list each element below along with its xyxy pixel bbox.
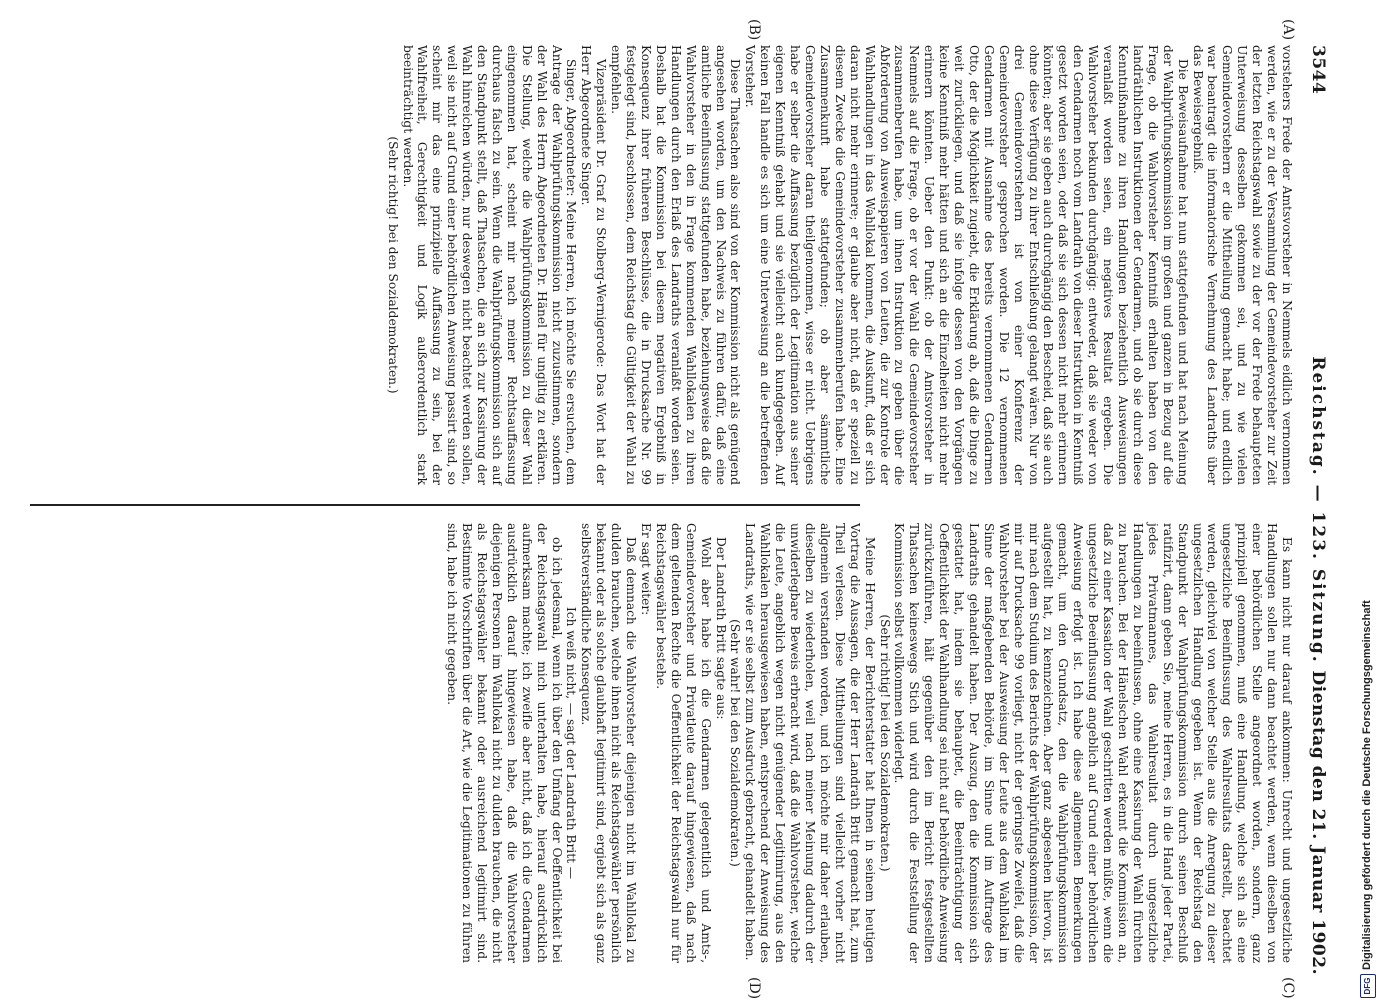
- paragraph: Er sagt weiter:: [639, 523, 654, 616]
- speaker-intro: Vizepräsident Dr. Graf zu Stolberg-Wernigerode: Das Wort hat der Herr Abgeordnete Singer.: [579, 45, 609, 485]
- paragraph: Die Beweisaufnahme hat nun stattgefunden und hat nach Meinung der Wahlprüfungskommission im großen und ganzen in Bezug auf die Frage, ob die Wahlvorsteher Kenntniß erhalten haben von den landräthlichen Instruktionen der Gendarmen, und ob sie durch diese Kenntnißnahme zu ihren Handlungen beziehentlich Ausweisungen veranlaßt worden seien, ein negatives Resultat ergeben. Die Wahlvorsteher bekunden durchgängig: entweder, daß sie weder von den Gendarmen noch vom Landrath von dieser Instruktion in Kenntniß gesetzt worden seien, oder daß sie sich dessen nicht mehr erinnern könnten; aber sie geben auch durchgängig den Bescheid, daß sie auch ohne diese Verfügung zu ihrer Entschließung gelangt wären. Nur von drei Gemeindevorstehern ist von einer Konferenz der Gemeindevorsteher gesprochen worden. Die 12 vernommenen Gendarmen mit Ausnahme des bereits vernommenen Gendarmen Otto, der die Möglichkeit zugiebt, die Erklärung ab, daß die Dinge zu weit zurückliegen, und daß sie infolge dessen von den Vorgängen keine Kenntniß mehr hätten und sich an die Einzelheiten nicht mehr erinnern könnten. Ueber den Punkt: ob der Amtsvorsteher in Nemmels auf die Frage, ob er vor der Wahl die Gemeindevorsteher zusammenberufen habe, um ihnen Instruktion zu geben über die Abforderung von Ausweispapieren von Leuten, die zur Kontrole der Wahlhandlungen in das Wahllokal kommen, die Auskunft, daß er sich daran nicht mehr erinnere; er glaube aber nicht, daß er speziell zu diesem Zwecke die Gemeindevorsteher zusammenberufen habe. Eine Zusammenkunft habe stattgefunden; ob aber sämmtliche Gemeindevorsteher daran theilgenommen, wisse er nicht. Uebrigens habe er selber die Auffassung bezüglich der Legitimation aus seiner eigenen Kenntniß gehabt und sie vielleicht auch kundgegeben. Auf keinen Fall handle es sich um eine Unterweisung an die betreffenden Vorsteher.: [743, 45, 1190, 485]
- margin-marker-c: (C): [1280, 977, 1296, 999]
- quotation: Daß demnach die Wahlvorsteher diejenigen nicht im Wahllokal zu dulden brauchen, welche ihnen nicht als Reichstagswähler persönlich bekannt oder als solche glaubhaft legitimirt sind, ergiebt sich als ganz selbstverständliche Konsequenz.: [579, 523, 639, 963]
- running-head: [1302, 45, 1330, 975]
- interjection: (Sehr richtig! bei den Sozialdemokraten.): [877, 614, 892, 872]
- right-column: [444, 523, 1294, 963]
- column-divider: [30, 504, 860, 506]
- quotation: Ich weiß nicht, — sagt der Landrath Britt —: [564, 606, 579, 880]
- left-column: [385, 45, 1294, 485]
- funding-sidebar: [1358, 0, 1380, 1000]
- page-number: 3544: [1308, 45, 1328, 95]
- paragraph: Diese Thatsachen also sind von der Kommission nicht als genügend angesehen worden, um den Nachweis zu führen dafür, daß eine amtliche Beeinflussung stattgefunden habe, beziehungsweise daß die Wahlvorsteher in den in Frage kommenden Wahllokalen zu ihren Handlungen durch den Erlaß des Landraths veranlaßt worden seien. Deshalb hat die Kommission bei diesem negativen Ergebniß in Konsequenz ihrer früheren Beschlüsse, die in Drucksache Nr. 99 festgelegt sind, beschlossen, dem Reichstag die Gültigkeit der Wahl zu empfehlen.: [609, 45, 743, 485]
- paragraph: Der Landrath Britt sagte aus:: [713, 537, 728, 720]
- paragraph: Meine Herren, der Berichterstatter hat Ihnen in seinem heutigen Vortrag die Aussagen, die der Herr Landrath Britt gemacht hat, zum Theil verlesen. Diese Mittheilungen sind vielleicht vorher nicht allgemein verstanden worden, und ich möchte mir daher erlauben, dieselben zu wiederholen, weil nach meiner Meinung dadurch der unwiderlegbare Beweis erbracht wird, daß die Wahlvorsteher, welche die Leute, angeblich wegen nicht genügender Legitimirung, aus den Wahllokalen herausgewiesen haben, entsprechend der Anweisung des Landraths, wie er sie selbst zum Ausdruck gebracht, gehandelt haben.: [743, 523, 877, 963]
- funding-notice: Digitalisierung gefördert durch die Deutsche Forschungsgemeinschaft: [1361, 600, 1373, 970]
- paragraph: vorstehers Frede der Amtsvorsteher in Nemmels eidlich vernommen werden, wie er zu der Versammlung der Gemeindevorsteher zur Zeit der letzten Reichstagswahl sowie zu der vor der Frede behaupteten Unterweisung desselben gekommen sei, und zu wie vielen Gemeindevorstehern er die Mittheilung gemacht habe; und endlich war beantragt die informatorische Vernehmung des Landraths über das Beweisergebniß.: [1190, 45, 1294, 485]
- interjection: (Sehr wahr! bei den Sozialdemokraten.): [728, 619, 743, 867]
- margin-marker-d: (D): [746, 977, 762, 1000]
- margin-marker-b: (B): [746, 19, 762, 41]
- quotation: Wohl aber habe ich die Gendarmen gelegentlich und Amts-, Gemeindevorsteher und Privatleute darauf hingewiesen, daß nach dem geltenden Rechte die Oeffentlichkeit der Reichstagswahl nur für Reichstagswähler bestehe.: [653, 523, 713, 963]
- quotation: ob ich jedesmal, wenn ich über den Umfang der Oeffentlichkeit bei der Reichstagswahl mich unterhalten habe, hierauf ausdrücklich aufmerksam machte; ich zweifle aber nicht, daß ich die Gendarmen ausdrücklich darauf hingewiesen habe, daß die Wahlvorsteher diejenigen Personen im Wahllokal nicht zu dulden brauchen, die nicht als Reichstagswähler bekannt oder ausreichend legitimirt sind. Bestimmte Vorschriften über die Art, wie die Legitimationen zu führen sind, habe ich nicht gegeben.: [445, 523, 564, 963]
- dfg-logo: DFG: [1360, 974, 1376, 998]
- session-date: Dienstag den 21. Januar 1902.: [1308, 670, 1328, 975]
- interjection: (Sehr richtig! bei den Sozialdemokraten.): [385, 136, 400, 394]
- margin-marker-a: (A): [1280, 19, 1296, 41]
- paragraph: Es kann nicht nur darauf ankommen: Unrecht und ungesetzliche Handlungen sollen nur dann beachtet werden, wenn dieselben von einer behördlichen Stelle angeordnet worden, sondern, ganz prinzipiell genommen, muß eine Handlung, welche sich als eine ungesetzliche Beeinflussung des Wahlresultats darstellt, beachtet werden, gleichviel von welcher Stelle aus die Anregung zu dieser ungesetzlichen Handlung gegeben ist. Wenn der Reichstag den Standpunkt der Wahlprüfungskommission durch seinen Beschluß ratifizirt, dann geben Sie, meine Herren, es in die Hand jeder Partei, jedes Privatmannes, das Wahlresultat durch ungesetzliche Handlungen zu beeinflussen, ohne eine Kassirung der Wahl fürchten zu brauchen. Bei der Hänelschen Wahl erkennt die Kommission an, daß zu einer Kassation der Wahl geschritten werden müßte, wenn die ungesetzliche Beeinflussung angeblich auf Grund einer behördlichen Anweisung erfolgt ist. Ich habe diese allgemeinen Bemerkungen gemacht, um den Grundsatz, den die Wahlprüfungskommission aufgestellt hat, zu kennzeichnen. Aber ganz abgesehen hiervon, ist mir nach dem Studium des Berichts der Wahlprüfungskommission, der mir auf Drucksache 99 vorliegt, nicht der geringste Zweifel, daß die Wahlvorsteher bei der Ausweisung der Leute aus dem Wahllokal im Sinne der maßgebenden Behörde, im Sinne und im Auftrage des Landraths gehandelt haben. Der Auszug, den die Kommission sich gestattet hat, indem sie behauptet, die Beeinträchtigung der Oeffentlichkeit der Wahlhandlung sei nicht auf behördliche Anweisung zurückzuführen, hält gegenüber den im Bericht festgestellten Thatsachen keineswegs Stich und wird durch die Feststellung der Kommission selbst vollkommen widerlegt.: [892, 523, 1294, 963]
- running-title: Reichstag. — 123. Sitzung.: [1308, 356, 1328, 664]
- document-page: [30, 19, 1330, 1000]
- speech-paragraph: Singer, Abgeordneter: Meine Herren, ich möchte Sie ersuchen, dem Antrage der Wahlprüfungskommission nicht zuzustimmen, sondern der Wahl des Herrn Abgeordneten Dr. Hänel für ungiltig zu erklären. Die Stellung, welche die Wahlprüfungskommission zu dieser Wahl eingenommen hat, scheint mir nach meiner Rechtsauffassung durchaus falsch zu sein. Wenn die Wahlprüfungskommission sich auf den Standpunkt stellt, daß Thatsachen, die an sich zur Kassirung der Wahl hinreichen würden, nur deswegen nicht beachtet werden sollen, weil sie nicht auf Grund einer behördlichen Anweisung passirt sind, so scheint mir das eine prinzipielle Auffassung zu sein, bei der Wahlfreiheit, Gerechtigkeit und Logik außerordentlich stark beeinträchtigt werden.: [400, 45, 579, 485]
